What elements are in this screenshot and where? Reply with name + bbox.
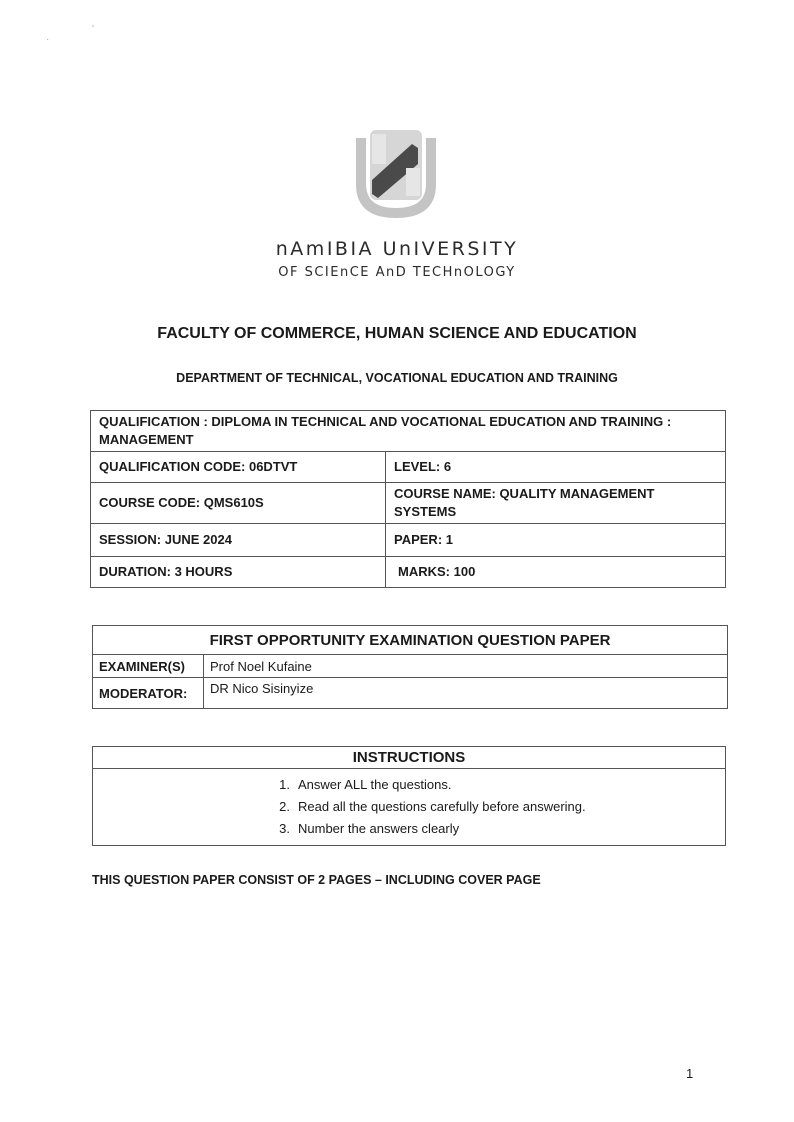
item-number: 3. (279, 821, 290, 836)
examiner-value: Prof Noel Kufaine (204, 655, 728, 678)
faculty-heading: FACULTY OF COMMERCE, HUMAN SCIENCE AND EDUCATION (157, 325, 637, 342)
instructions-title: INSTRUCTIONS (93, 747, 726, 769)
table-row (93, 747, 726, 769)
table-row (91, 411, 726, 452)
department-heading: DEPARTMENT OF TECHNICAL, VOCATIONAL EDUCATION AND TRAINING (176, 371, 618, 385)
instructions-list (94, 770, 724, 844)
moderator-label: MODERATOR: (93, 678, 204, 709)
list-item (270, 774, 724, 796)
level: LEVEL: 6 (386, 452, 726, 483)
item-number: 1. (279, 777, 290, 792)
course-code: COURSE CODE: QMS610S (91, 483, 386, 524)
university-name: nAmIBIA UnIVERSITY (275, 238, 519, 260)
scan-mark: · (46, 34, 50, 45)
session: SESSION: JUNE 2024 (91, 524, 386, 557)
scan-mark: ' (92, 24, 94, 35)
paper: PAPER: 1 (386, 524, 726, 557)
table-row (91, 452, 726, 483)
item-text: Answer ALL the questions. (298, 777, 452, 792)
table-row (91, 483, 726, 524)
list-item (270, 796, 724, 818)
item-text: Read all the questions carefully before answering. (298, 799, 586, 814)
university-subtitle: OF SCIEnCE AnD TECHnOLOGY (278, 265, 516, 280)
course-name: COURSE NAME: QUALITY MANAGEMENT SYSTEMS (386, 483, 726, 524)
page-number: 1 (686, 1066, 694, 1081)
qualification-title: QUALIFICATION : DIPLOMA IN TECHNICAL AND VOCATIONAL EDUCATION AND TRAINING : MANAGEMENT (91, 411, 726, 452)
examiner-table (92, 625, 728, 709)
item-number: 2. (279, 799, 290, 814)
qualification-table (90, 410, 726, 588)
qualification-code: QUALIFICATION CODE: 06DTVT (91, 452, 386, 483)
table-row (91, 524, 726, 557)
item-text: Number the answers clearly (298, 821, 460, 836)
examiner-label: EXAMINER(S) (93, 655, 204, 678)
table-row (93, 655, 728, 678)
table-row (93, 769, 726, 846)
moderator-value: DR Nico Sisinyize (204, 678, 728, 709)
list-item (270, 818, 724, 840)
duration: DURATION: 3 HOURS (91, 557, 386, 588)
table-row (91, 557, 726, 588)
table-row (93, 678, 728, 709)
page-count-note: THIS QUESTION PAPER CONSIST OF 2 PAGES – INCLUDING COVER PAGE (92, 873, 541, 887)
exam-title: FIRST OPPORTUNITY EXAMINATION QUESTION PAPER (93, 626, 728, 655)
instructions-table (92, 746, 726, 846)
table-row (93, 626, 728, 655)
marks: MARKS: 100 (386, 557, 726, 588)
university-logo (348, 124, 444, 224)
